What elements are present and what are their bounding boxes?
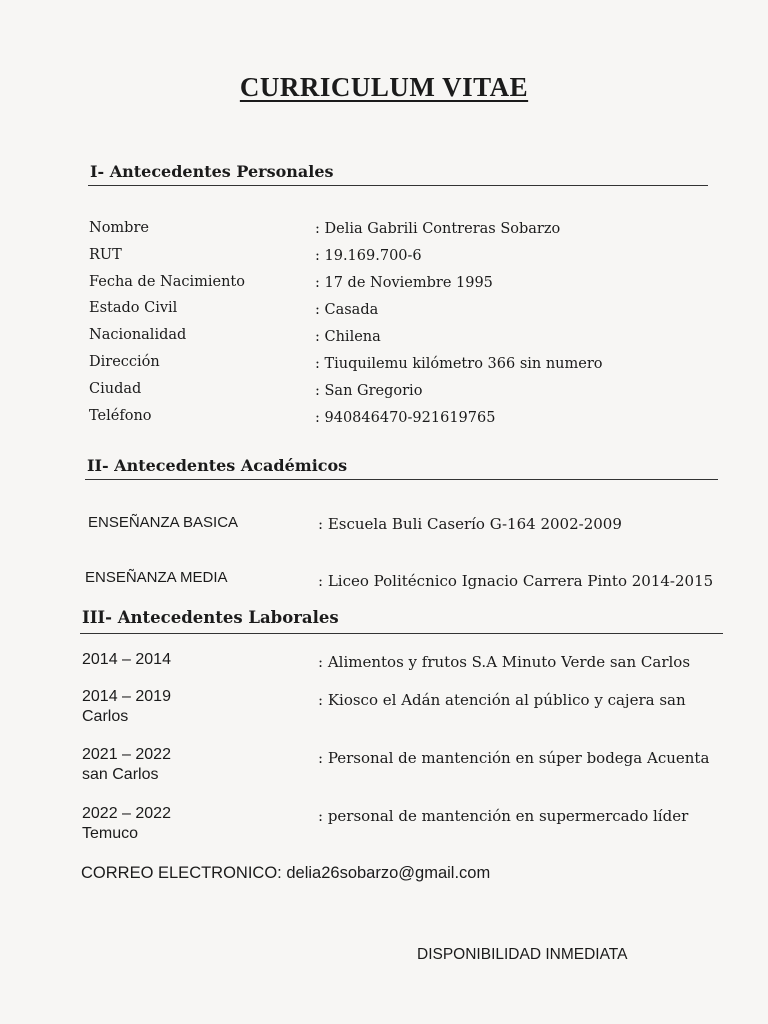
document-title (0, 72, 768, 103)
field-label-estado-civil: Estado Civil (89, 300, 178, 316)
email-line: CORREO ELECTRONICO: delia26sobarzo@gmail.com (81, 864, 491, 882)
field-label-nacionalidad: Nacionalidad (89, 327, 187, 343)
job-description: : Personal de mantención en súper bodega Acuenta (318, 749, 710, 767)
job-description: : personal de mantención en supermercado líder (318, 807, 689, 825)
section-heading-work: III- Antecedentes Laborales (82, 608, 339, 627)
job-date: 2022 – 2022 (82, 805, 171, 822)
job-place: Temuco (82, 825, 139, 842)
job-date: 2014 – 2014 (82, 651, 171, 668)
job-description: : Kiosco el Adán atención al público y cajera san (318, 691, 686, 709)
academic-label-basica: ENSEÑANZA BASICA (88, 514, 239, 531)
academic-label-media: ENSEÑANZA MEDIA (85, 569, 228, 586)
field-value-estado-civil: : Casada (315, 302, 379, 318)
job-date: 2014 – 2019 (82, 688, 171, 705)
section-rule-academic (85, 479, 718, 480)
job-date: 2021 – 2022 (82, 746, 171, 763)
field-value-ciudad: : San Gregorio (315, 383, 423, 399)
job-place: Carlos (82, 708, 129, 725)
field-value-telefono: : 940846470-921619765 (315, 410, 496, 426)
field-label-ciudad: Ciudad (89, 381, 142, 397)
field-value-rut: : 19.169.700-6 (315, 248, 422, 264)
field-label-direccion: Dirección (89, 354, 160, 370)
title-text: CURRICULUM VITAE (239, 72, 529, 102)
section-rule-personal (88, 185, 708, 186)
field-value-nacionalidad: : Chilena (315, 329, 381, 345)
field-label-nombre: Nombre (89, 220, 149, 236)
section-rule-work (80, 633, 723, 634)
job-description: : Alimentos y frutos S.A Minuto Verde san Carlos (318, 653, 691, 671)
section-heading-personal: I- Antecedentes Personales (90, 162, 334, 181)
field-value-fecha-nacimiento: : 17 de Noviembre 1995 (315, 275, 493, 291)
academic-value-media: : Liceo Politécnico Ignacio Carrera Pinto 2014-2015 (318, 572, 714, 590)
academic-value-basica: : Escuela Buli Caserío G-164 2002-2009 (318, 515, 622, 533)
field-value-direccion: : Tiuquilemu kilómetro 366 sin numero (315, 356, 603, 372)
field-value-nombre: : Delia Gabrili Contreras Sobarzo (315, 221, 561, 237)
field-label-telefono: Teléfono (89, 408, 152, 424)
field-label-rut: RUT (89, 247, 122, 263)
job-place: san Carlos (82, 766, 159, 783)
availability-note: DISPONIBILIDAD INMEDIATA (417, 946, 628, 963)
section-heading-academic: II- Antecedentes Académicos (87, 456, 348, 475)
field-label-fecha-nacimiento: Fecha de Nacimiento (89, 274, 245, 290)
